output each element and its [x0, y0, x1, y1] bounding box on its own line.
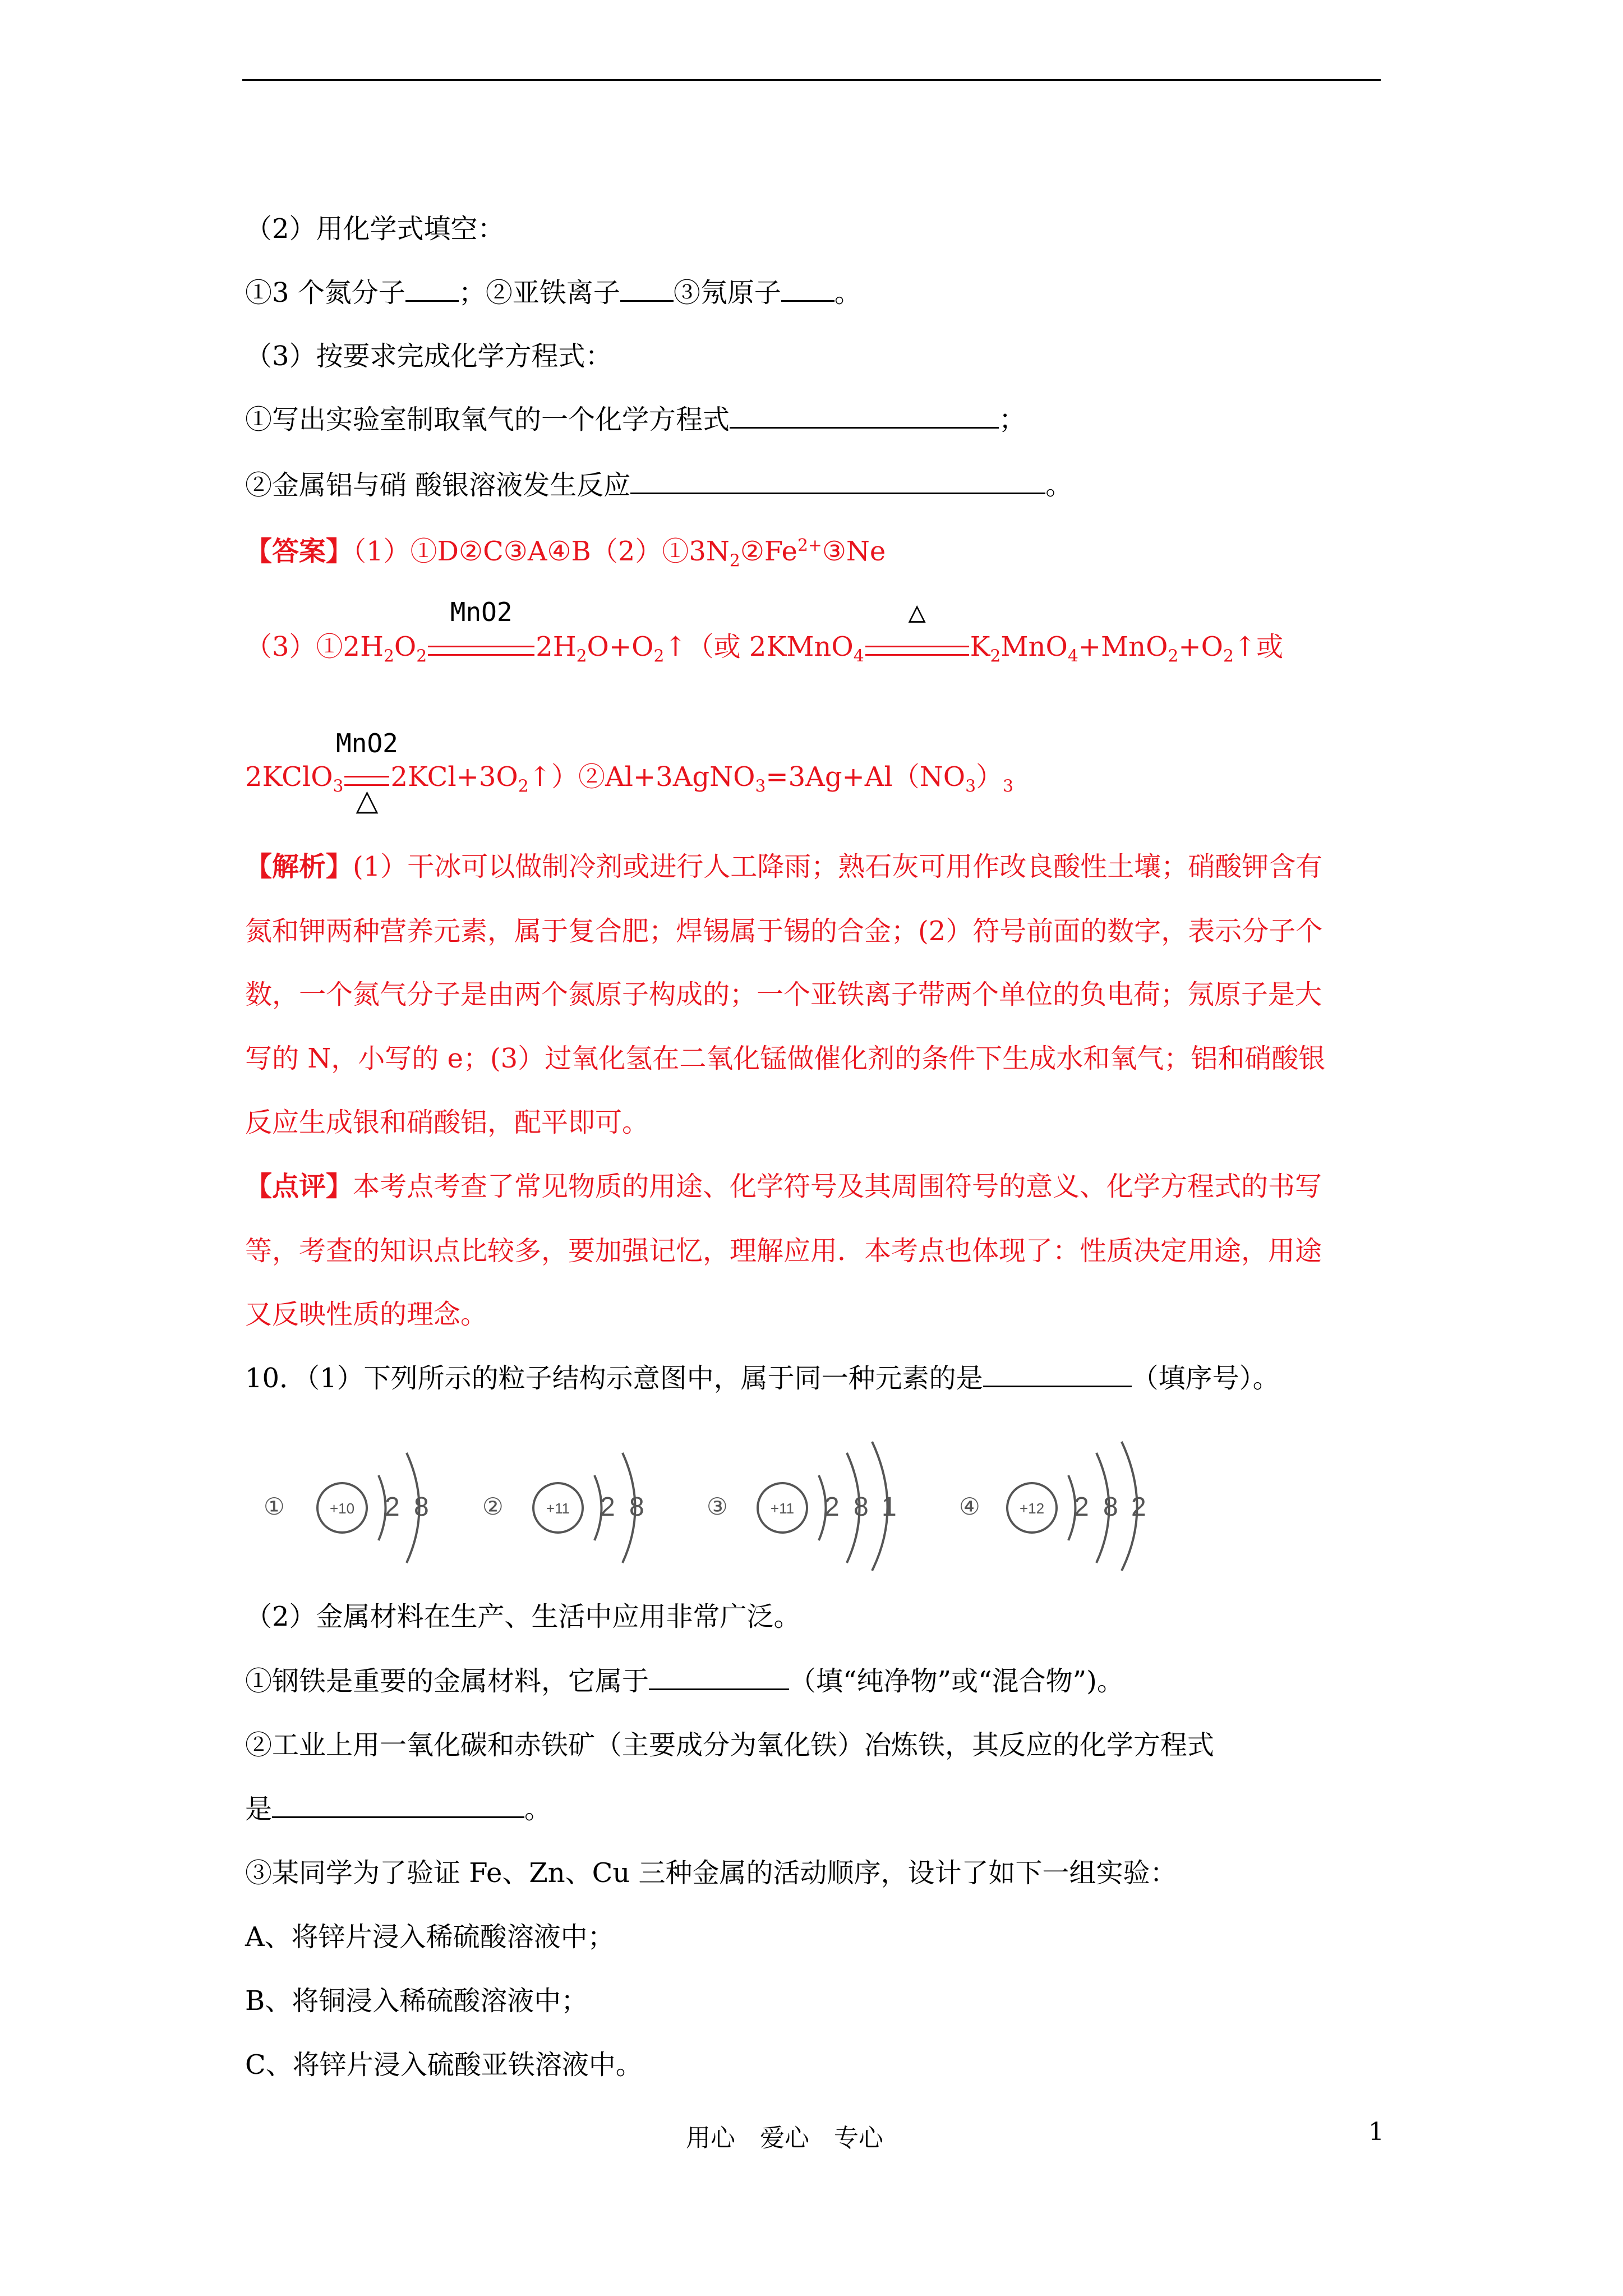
analysis-line-3: 数，一个氮气分子是由两个氮原子构成的；一个亚铁离子带两个单位的负电荷；氖原子是大 [245, 979, 1322, 1010]
blank-ferrous-ion[interactable] [620, 276, 674, 302]
atom-nucleus-4: +12 [1019, 1500, 1045, 1517]
comment-line-3: 又反映性质的理念。 [245, 1299, 488, 1330]
answer-tag: 【答案】 [245, 536, 353, 567]
atom-shell-3-2: 8 [854, 1492, 869, 1522]
blank-nitrogen[interactable] [405, 276, 459, 302]
atom-shell-4-1: 2 [1074, 1492, 1089, 1522]
header-rule [242, 79, 1381, 81]
page-number: 1 [1368, 2118, 1384, 2146]
heat-condition: △ [864, 630, 970, 664]
atom-shell-3-1: 2 [824, 1492, 840, 1522]
atom-shell-3-3: 1 [882, 1492, 897, 1522]
atom-nucleus-1: +10 [329, 1500, 355, 1517]
q9-part3-item1: ①写出实验室制取氧气的一个化学方程式 ； [245, 403, 1026, 436]
atom-label-1: ① [264, 1493, 285, 1520]
atom-nucleus-3: +11 [770, 1500, 795, 1517]
comment-line-2: 等，考查的知识点比较多，要加强记忆，理解应用．本考点也体现了：性质决定用途，用途 [245, 1235, 1322, 1267]
q10-part2-title: （2）金属材料在生产、生活中应用非常广泛。 [245, 1601, 801, 1632]
q10-p2-item2: ②工业上用一氧化碳和赤铁矿（主要成分为氧化铁）冶炼铁，其反应的化学方程式 [245, 1729, 1215, 1761]
analysis-line-2: 氮和钾两种营养元素，属于复合肥；焊锡属于锡的合金；(2）符号前面的数字，表示分子个 [245, 915, 1323, 947]
atom-label-3: ③ [707, 1493, 728, 1520]
q10-p2-item1: ①钢铁是重要的金属材料，它属于 （填“纯净物”或“混合物”)。 [245, 1664, 1124, 1698]
comment-line-1: 【点评】本考点考查了常见物质的用途、化学符号及其周围符号的意义、化学方程式的书写 [245, 1171, 1322, 1202]
blank-neon[interactable] [781, 276, 834, 302]
blank-oxygen-equation[interactable] [730, 403, 999, 429]
atom-shell-2-1: 2 [600, 1492, 615, 1522]
q9-part3-title: （3）按要求完成化学方程式： [245, 341, 612, 372]
analysis-line-5: 反应生成银和硝酸铝，配平即可。 [245, 1107, 649, 1138]
atom-structure-diagrams [247, 1436, 1200, 1571]
q9-part2-items: ①3 个氮分子 ；②亚铁离子 ③氖原子 。 [245, 276, 861, 310]
atom-shell-4-3: 2 [1131, 1492, 1146, 1522]
experiment-c: C、将锌片浸入硫酸亚铁溶液中。 [245, 2049, 643, 2081]
atom-shell-4-2: 8 [1103, 1492, 1118, 1522]
atom-shell-1-1: 2 [385, 1492, 400, 1522]
q10-p2-item3: ③某同学为了验证 Fe、Zn、Cu 三种金属的活动顺序，设计了如下一组实验： [245, 1857, 1177, 1889]
blank-same-element[interactable] [983, 1361, 1132, 1387]
blank-ironmaking-equation[interactable] [272, 1792, 524, 1818]
atom-diagram-3 [707, 1442, 897, 1571]
analysis-tag: 【解析】 [245, 851, 353, 882]
comment-tag: 【点评】 [245, 1171, 353, 1202]
analysis-line-1: 【解析】(1）干冰可以做制冷剂或进行人工降雨；熟石灰可用作改良酸性土壤；硝酸钾含有 [245, 851, 1323, 882]
q10-line1: 10．（1）下列所示的粒子结构示意图中，属于同一种元素的是 （填序号）。 [245, 1361, 1280, 1395]
atom-label-4: ④ [959, 1493, 980, 1520]
answer-line1: 【答案】$(1)①D②C③A④B(2)①3N_2②Fe^{2+}③Ne$ [245, 536, 886, 571]
answer-equation-line2: 2KClO$_3$ MnO2 △ $2KCl+3O_2↑)②Al+3AgNO_3=3Ag+Al(NO_3)_3$ [245, 728, 1014, 817]
q9-part2-title: （2）用化学式填空： [245, 213, 505, 245]
q10-p2-item2b: 是 。 [245, 1792, 551, 1826]
atom-shell-1-2: 8 [414, 1492, 429, 1522]
blank-aluminum-equation[interactable] [630, 468, 1045, 494]
mno2-heat-condition: MnO2 △ [336, 728, 398, 817]
mno2-condition: MnO2 [427, 630, 536, 664]
footer-motto: 用心 爱心 专心 [686, 2124, 883, 2152]
analysis-line-4: 写的 N，小写的 e；(3）过氧化氢在二氧化锰做催化剂的条件下生成水和氧气；铝和硝酸银 [245, 1043, 1326, 1074]
blank-steel-type[interactable] [649, 1664, 789, 1690]
atom-label-2: ② [482, 1493, 504, 1520]
atom-diagram-4 [959, 1442, 1146, 1571]
atom-diagram-2 [482, 1453, 644, 1563]
answer-equation-line: $(3)①2H_2O_2$ MnO2 $2H_2O+O_2↑$（或 2KMnO$_4$ △ $K_2MnO_4+MnO_2+O_2↑$或 [245, 595, 1284, 666]
atom-diagram-1 [264, 1453, 429, 1563]
q9-part3-item2: ②金属铝与硝 酸银溶液发生反应 。 [245, 468, 1072, 502]
experiment-a: A、将锌片浸入稀硫酸溶液中； [245, 1921, 615, 1953]
atom-shell-2-2: 8 [629, 1492, 644, 1522]
atom-nucleus-2: +11 [546, 1500, 570, 1517]
experiment-b: B、将铜浸入稀硫酸溶液中； [245, 1985, 588, 2017]
